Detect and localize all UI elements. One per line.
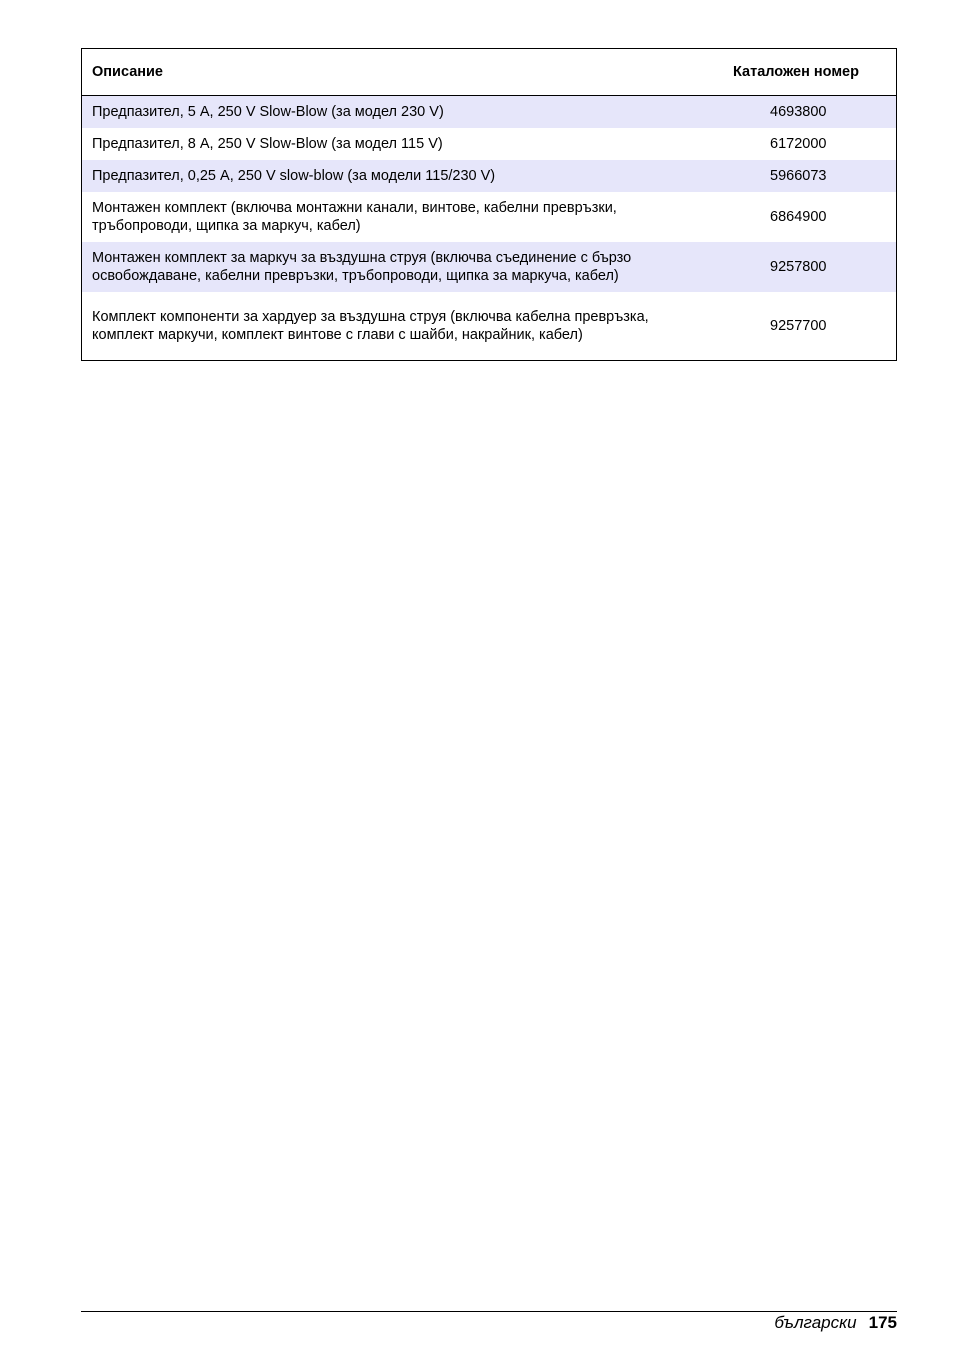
row-description: Монтажен комплект за маркуч за въздушна струя (включва съединение с бързо освобождаване, кабелни превръзки, тръбопроводи, щипка за маркуча, кабел): [92, 250, 632, 284]
table-header-row: [82, 49, 896, 96]
page-number: 175: [868, 1313, 897, 1332]
row-description: Монтажен комплект (включва монтажни канали, винтове, кабелни превръзки, тръбопроводи, щипка за маркуч, кабел): [92, 200, 617, 234]
row-catalog-number: 9257700: [770, 318, 827, 334]
row-description: Комплект компоненти за хардуер за въздушна струя (включва кабелна превръзка, комплект маркучи, комплект винтове с глави с шайби, накрайник, кабел): [92, 309, 649, 343]
row-description: Предпазител, 8 A, 250 V Slow-Blow (за модел 115 V): [92, 136, 443, 152]
row-catalog-number: 4693800: [770, 104, 827, 120]
row-catalog-number: 9257800: [770, 259, 827, 275]
row-catalog-number: 6172000: [770, 136, 827, 152]
row-catalog-number: 5966073: [770, 168, 827, 184]
table-row: [82, 242, 896, 292]
table-row: [82, 128, 896, 160]
header-catalog-number: Каталожен номер: [733, 64, 859, 80]
footer-language: български: [774, 1313, 857, 1332]
row-description: Предпазител, 0,25 A, 250 V slow-blow (за модели 115/230 V): [92, 168, 496, 184]
table-row: [82, 292, 896, 360]
page-footer: [774, 1313, 897, 1333]
row-description: Предпазител, 5 A, 250 V Slow-Blow (за модел 230 V): [92, 104, 444, 120]
table-row: [82, 96, 896, 128]
table-row: [82, 192, 896, 242]
header-description: Описание: [92, 64, 163, 80]
parts-table: [81, 48, 897, 361]
table-row: [82, 160, 896, 192]
footer-divider: [81, 1311, 897, 1312]
row-catalog-number: 6864900: [770, 209, 827, 225]
